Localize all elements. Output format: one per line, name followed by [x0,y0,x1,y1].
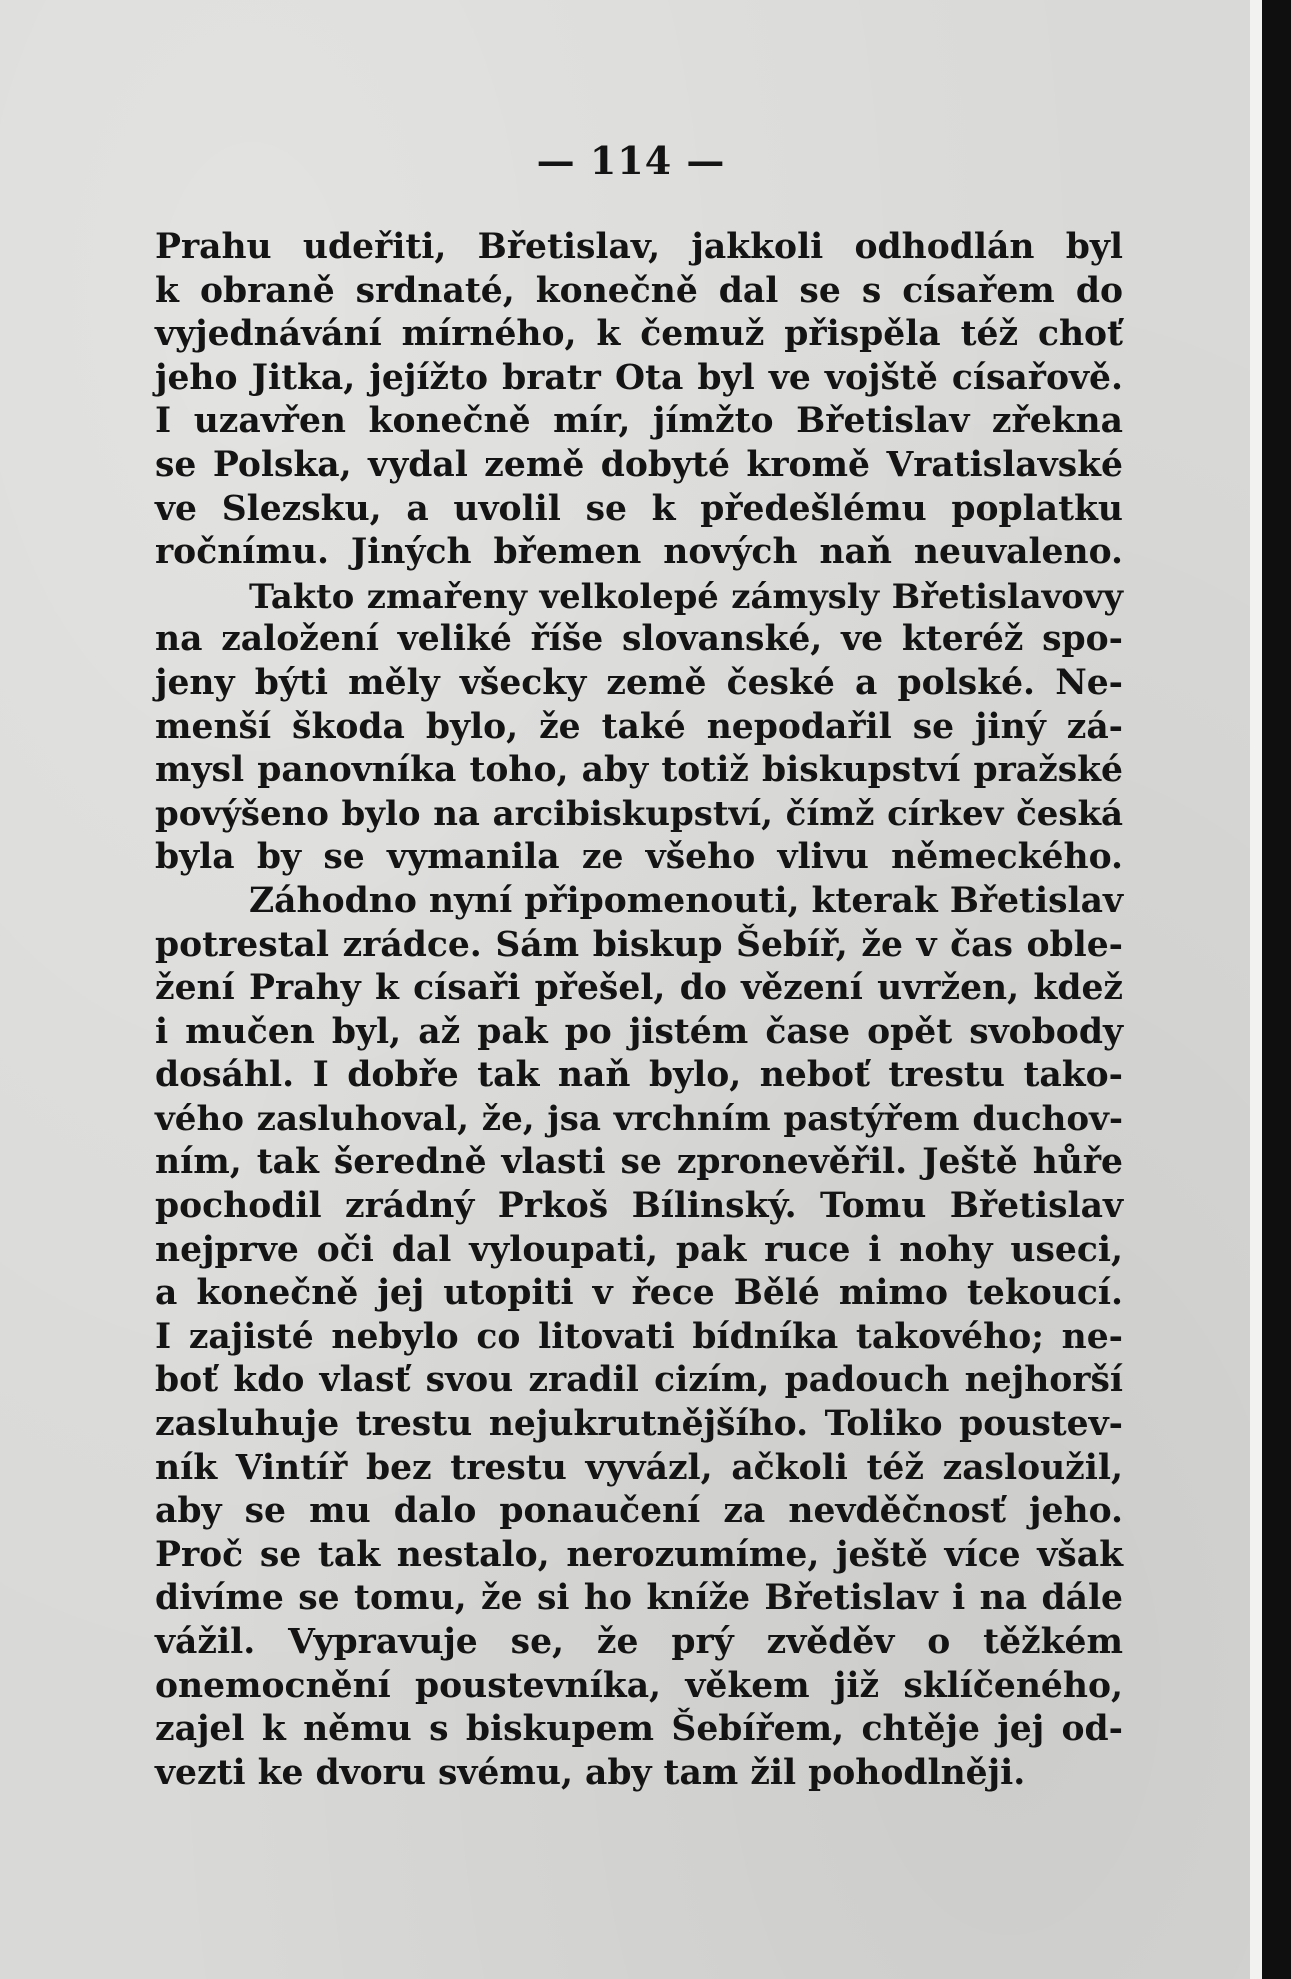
text-line: žení Prahy k císaři přešel, do vězení uvržen, kdež [155,968,1123,1009]
page-edge-light [1250,0,1262,1979]
text-line: potrestal zrádce. Sám biskup Šebíř, že v čas oble- [155,924,1123,965]
text-line: boť kdo vlasť svou zradil cizím, padouch nejhorší [155,1360,1123,1401]
text-line: menší škoda bylo, že také nepodařil se jiný zá- [155,706,1123,747]
text-line: nejprve oči dal vyloupati, pak ruce i nohy useci, [155,1229,1123,1270]
text-line: ve Slezsku, a uvolil se k předešlému poplatku [155,488,1123,529]
text-line: byla by se vymanila ze všeho vlivu německého. [155,837,1123,878]
text-line: vého zasluhoval, že, jsa vrchním pastýřem duchov- [155,1098,1123,1139]
text-line: aby se mu dalo ponaučení za nevděčnosť jeho. [155,1491,1123,1532]
text-line: vážil. Vypravuje se, že prý zvěděv o těžkém [155,1622,1123,1662]
text-line: divíme se tomu, že si ho kníže Břetislav i na dále [155,1578,1123,1619]
text-line: I uzavřen konečně mír, jímžto Břetislav zřekna [155,401,1123,442]
text-line: jeho Jitka, jejížto bratr Ota byl ve vojště císařově. [155,357,1123,398]
text-line: a konečně jej utopiti v řece Bělé mimo tekoucí. [155,1273,1123,1314]
text-line: jeny býti měly všecky země české a polské. Ne- [155,662,1123,703]
text-line: ním, tak šeredně vlasti se zpronevěřil. Ještě hůře [155,1142,1123,1183]
page-edge-shadow [1262,0,1291,1979]
text-line: zajel k němu s biskupem Šebířem, chtěje jej od- [155,1709,1123,1750]
text-line: vezti ke dvoru svému, aby tam žil pohodlněji. [155,1752,1026,1793]
text-line: pochodil zrádný Prkoš Bílinský. Tomu Břetislav [155,1186,1123,1227]
text-line: Proč se tak nestalo, nerozumíme, ještě více však [155,1534,1123,1575]
text-line: dosáhl. I dobře tak naň bylo, neboť trestu tako- [155,1055,1123,1096]
text-line: Takto zmařeny velkolepé zámysly Břetislavovy [249,575,1123,616]
text-line: ročnímu. Jiných břemen nových naň neuvaleno. [155,532,1123,573]
text-line: mysl panovníka toho, aby totiž biskupství pražské [155,750,1123,791]
page-number: — 114 — [536,138,726,183]
text-line: k obraně srdnaté, konečně dal se s císařem do [155,270,1123,311]
text-line: onemocnění poustevníka, věkem již sklíčeného, [155,1665,1123,1706]
text-line: Záhodno nyní připomenouti, kterak Břetislav [249,880,1123,921]
text-line: Prahu udeřiti, Břetislav, jakkoli odhodlán byl [155,227,1123,267]
text-line: i mučen byl, až pak po jistém čase opět svobody [155,1011,1123,1052]
text-line: zasluhuje trestu nejukrutnějšího. Toliko poustev- [155,1404,1123,1445]
text-line: I zajisté nebylo co litovati bídníka takového; ne- [155,1316,1123,1357]
text-line: vyjednávání mírného, k čemuž přispěla též choť [155,314,1123,355]
body-text [155,226,1123,1795]
text-line: povýšeno bylo na arcibiskupství, čímž církev česká [155,793,1123,834]
text-line: se Polska, vydal země dobyté kromě Vratislavské [155,444,1123,485]
text-line: na založení veliké říše slovanské, ve kteréž spo- [155,619,1123,660]
text-line: ník Vintíř bez trestu vyvázl, ačkoli též zasloužil, [155,1447,1123,1488]
